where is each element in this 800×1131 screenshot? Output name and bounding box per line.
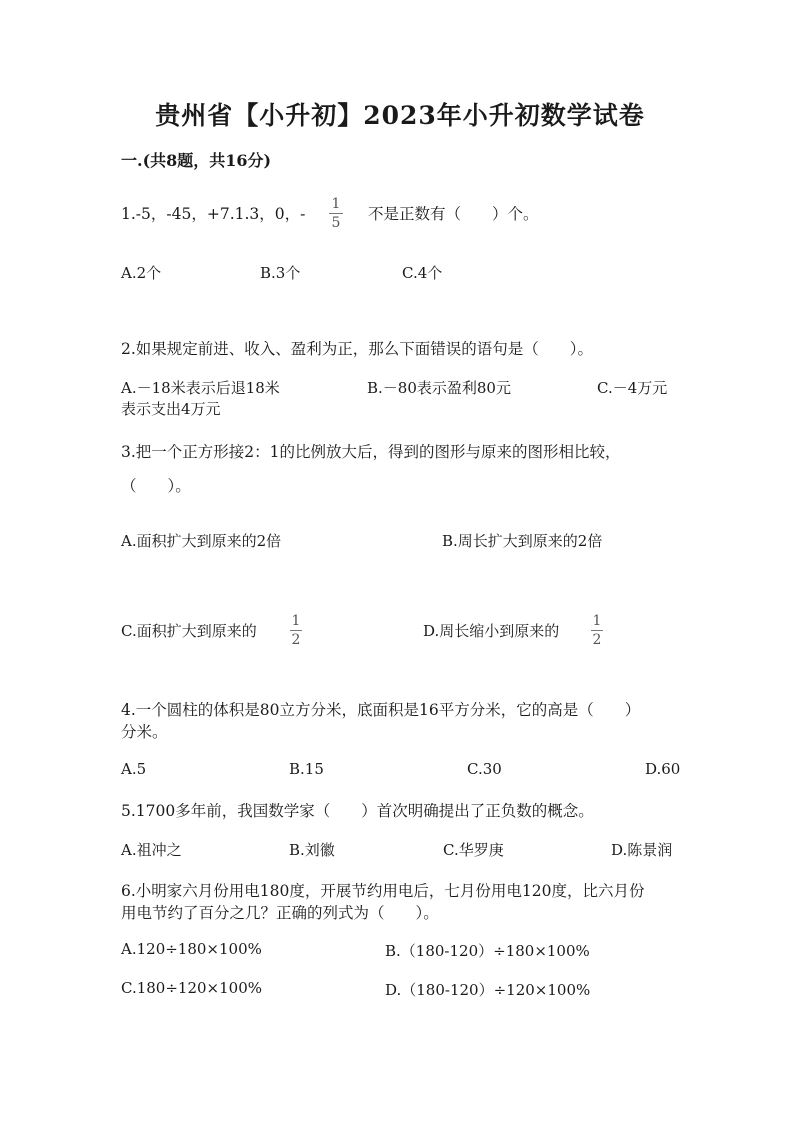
page-title: 贵州省【小升初】2023年小升初数学试卷 [155, 101, 645, 130]
q3-d-fraction-numerator: 1 [592, 613, 602, 629]
q3-c-fraction-denominator: 2 [291, 632, 301, 648]
q3-d-fraction-denominator: 2 [592, 632, 602, 648]
q1-fraction-numerator: 1 [331, 196, 341, 212]
q3-option-c: C.面积扩大到原来的 [121, 622, 257, 640]
section-heading: 一.(共8题，共16分) [121, 151, 272, 170]
q4-option-d: D.60 [645, 760, 681, 778]
q4-stem-line1: 4.一个圆柱的体积是80立方分米，底面积是16平方分米，它的高是（ ） [121, 701, 641, 719]
q3-d-fraction-bar [591, 630, 603, 631]
q3-option-d-fraction [591, 614, 603, 647]
q1-fraction-denominator: 5 [331, 215, 341, 231]
q1-fraction [329, 197, 343, 230]
q2-stem: 2.如果规定前进、收入、盈利为正，那么下面错误的语句是（ ）。 [121, 340, 594, 358]
q5-option-b: B.刘徽 [289, 841, 335, 859]
q3-option-d: D.周长缩小到原来的 [423, 622, 560, 640]
q3-option-a: A.面积扩大到原来的2倍 [121, 532, 282, 550]
q3-option-c-fraction [290, 614, 302, 647]
q6-option-c: C.180÷120×100% [121, 979, 262, 997]
q3-stem-line1: 3.把一个正方形接2：1的比例放大后，得到的图形与原来的图形相比较， [121, 443, 621, 461]
q3-option-b: B.周长扩大到原来的2倍 [442, 532, 603, 550]
q6-option-a: A.120÷180×100% [121, 940, 262, 958]
q1-option-b: B.3个 [260, 264, 301, 282]
q6-stem-line2: 用电节约了百分之几？正确的列式为（ ）。 [121, 904, 439, 922]
q2-option-c: C.－4万元 [597, 379, 668, 397]
q4-option-c: C.30 [467, 760, 502, 778]
q6-option-b: B.（180-120）÷180×100% [385, 942, 590, 960]
q3-c-fraction-bar [290, 630, 302, 631]
q4-stem-line2: 分米。 [121, 723, 168, 741]
q4-option-b: B.15 [289, 760, 324, 778]
q5-stem: 5.1700多年前，我国数学家（ ）首次明确提出了正负数的概念。 [121, 802, 594, 820]
q2-option-c-continued: 表示支出4万元 [121, 400, 221, 418]
q1-option-a: A.2个 [121, 264, 162, 282]
q5-option-d: D.陈景润 [611, 841, 673, 859]
q1-fraction-bar [329, 213, 343, 214]
q6-option-d: D.（180-120）÷120×100% [385, 981, 591, 999]
q3-c-fraction-numerator: 1 [291, 613, 301, 629]
q5-option-a: A.祖冲之 [121, 841, 182, 859]
q2-option-a: A.－18米表示后退18米 [121, 379, 280, 397]
q6-stem-line1: 6.小明家六月份用电180度，开展节约用电后，七月份用电120度，比六月份 [121, 882, 645, 900]
q5-option-c: C.华罗庚 [443, 841, 504, 859]
q1-stem-part1: 1.-5，-45，+7.1.3，0，- [121, 205, 306, 223]
q1-option-c: C.4个 [402, 264, 443, 282]
q2-option-b: B.－80表示盈利80元 [367, 379, 511, 397]
q4-option-a: A.5 [121, 760, 147, 778]
q3-stem-line2: （ ）。 [121, 477, 191, 495]
q1-stem-part2: 不是正数有（ ）个。 [368, 205, 539, 223]
